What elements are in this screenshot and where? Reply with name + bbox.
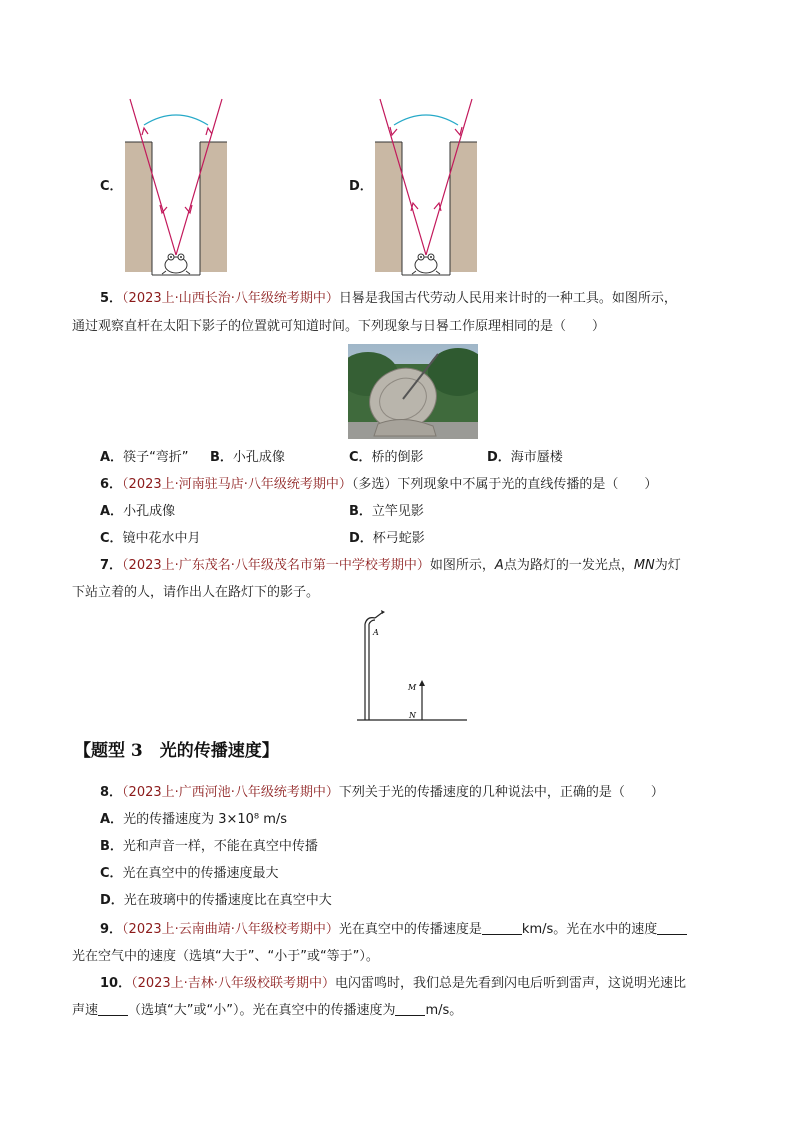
q6-option-b[interactable]: B．立竿见影 (349, 504, 424, 519)
q10-blank-2[interactable] (395, 1001, 425, 1016)
q8-stem: 8．（2023上·广西河池·八年级统考期中）下列关于光的传播速度的几种说法中，正确的是（ ） (100, 785, 664, 800)
q4-option-d-figure (370, 95, 485, 280)
q5-option-d[interactable]: D．海市蜃楼 (487, 450, 563, 465)
q7-line2: 下站立着的人，请作出人在路灯下的影子。 (72, 585, 320, 600)
q4-option-d-label: D． (349, 179, 373, 194)
q5-option-b[interactable]: B．小孔成像 (210, 450, 285, 465)
q10-line2: 声速 （选填“大”或“小”）。光在真空中的传播速度为 m/s。 (72, 1003, 463, 1018)
q10-blank-1[interactable] (98, 1001, 128, 1016)
q8-option-b[interactable]: B．光和声音一样，不能在真空中传播 (100, 839, 318, 854)
q6-stem: 6．（2023上·河南驻马店·八年级统考期中）（多选）下列现象中不属于光的直线传播的是（ ） (100, 477, 658, 492)
q7-lamp-figure (355, 610, 470, 725)
q5-option-c[interactable]: C．桥的倒影 (349, 450, 424, 465)
q6-option-c[interactable]: C．镜中花水中月 (100, 531, 201, 546)
section-heading: 【题型 3 光的传播速度】 (74, 741, 279, 761)
q8-option-a[interactable]: A．光的传播速度为 3×10⁸ m/s (100, 812, 288, 827)
label-n: N (409, 711, 416, 720)
q10-line1: 10．（2023上·吉林·八年级校联考期中）电闪雷鸣时，我们总是先看到闪电后听到雷声，这说明光速比 (100, 976, 686, 991)
q6-option-d[interactable]: D．杯弓蛇影 (349, 531, 425, 546)
frog-icon (412, 254, 440, 274)
q9-line2: 光在空气中的速度（选填“大于”、“小于”或“等于”）。 (72, 949, 379, 964)
label-a: A (373, 628, 379, 637)
q5-line2: 通过观察直杆在太阳下影子的位置就可知道时间。下列现象与日晷工作原理相同的是（ ） (72, 319, 606, 334)
q8-option-c[interactable]: C．光在真空中的传播速度最大 (100, 866, 279, 881)
q9-line1: 9．（2023上·云南曲靖·八年级校考期中）光在真空中的传播速度是 km/s。光在水中的速度 (100, 917, 687, 943)
q4-option-c-label: C． (100, 179, 123, 194)
q5-line1: 5．（2023上·山西长治·八年级统考期中）日晷是我国古代劳动人民用来计时的一种工具。如图所示， (100, 291, 677, 306)
q4-option-c-figure (120, 95, 235, 280)
q9-blank-2[interactable] (657, 920, 687, 935)
q6-option-a[interactable]: A．小孔成像 (100, 504, 176, 519)
label-m: M (408, 683, 417, 692)
sundial-photo (348, 344, 478, 439)
q5-option-a[interactable]: A．筷子“弯折” (100, 450, 189, 465)
q8-option-d[interactable]: D．光在玻璃中的传播速度比在真空中大 (100, 893, 332, 908)
q7-line1: 7．（2023上·广东茂名·八年级茂名市第一中学校考期中）如图所示，A点为路灯的一发光点，MN为灯 (100, 558, 681, 573)
frog-icon (162, 254, 190, 274)
q9-blank-1[interactable] (482, 920, 522, 935)
arrow-up-icon (419, 680, 425, 686)
